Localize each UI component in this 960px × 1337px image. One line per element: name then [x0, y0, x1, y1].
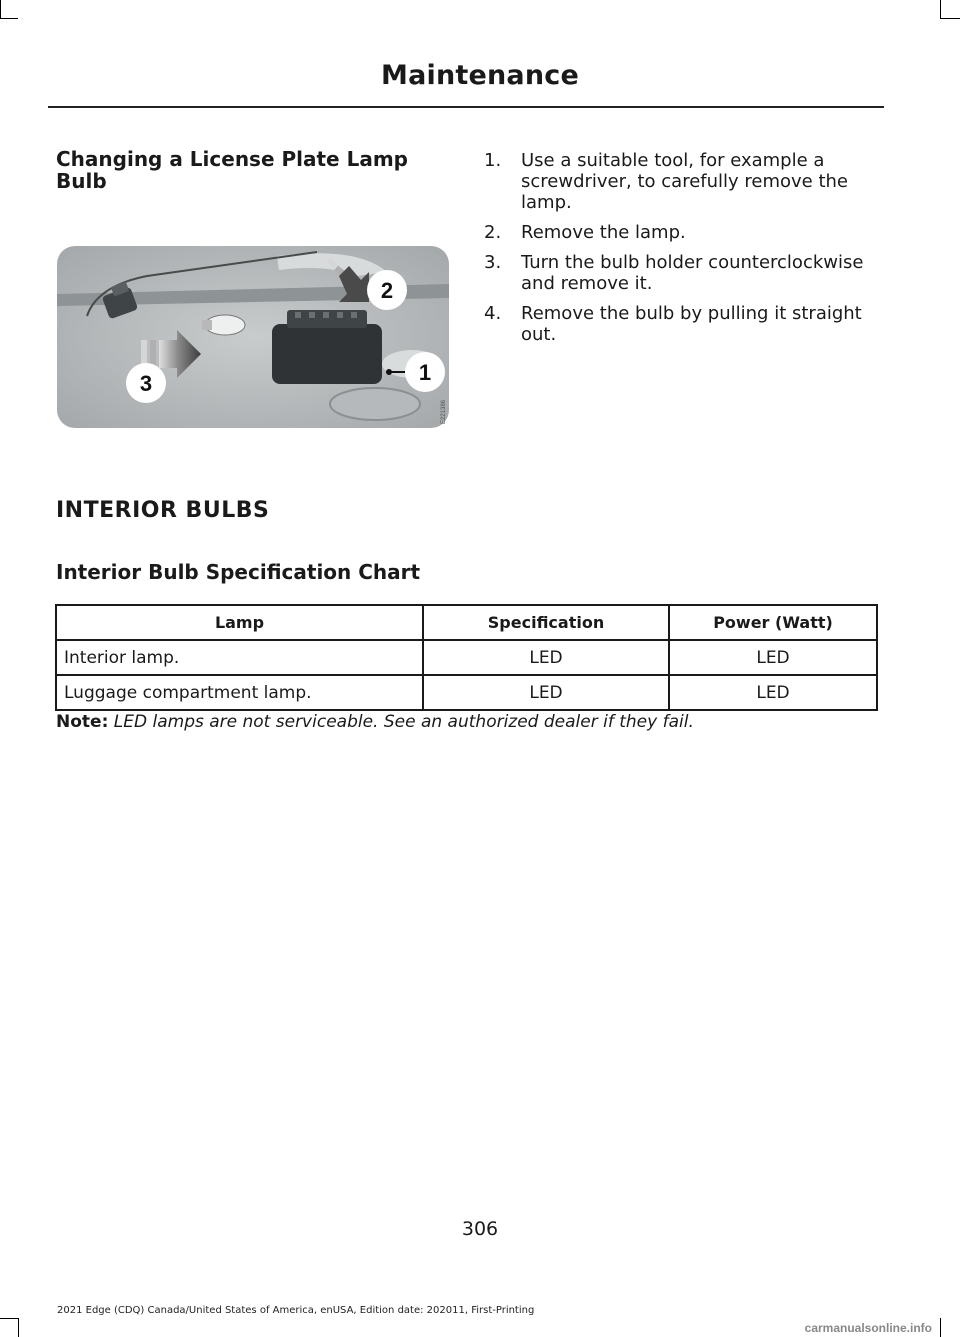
- crop-mark: [0, 18, 18, 19]
- column-header: Power (Watt): [669, 605, 877, 640]
- bulb-spec-table: [55, 604, 878, 711]
- callout-2: [367, 270, 407, 310]
- note-label: Note:: [56, 712, 109, 732]
- section-title: Changing a License Plate Lamp Bulb: [56, 147, 408, 193]
- crop-mark: [940, 18, 960, 19]
- crop-mark: [0, 1318, 18, 1319]
- note-text: LED lamps are not serviceable. See an authorized dealer if they fail.: [113, 712, 694, 732]
- page-title: Maintenance: [381, 60, 579, 91]
- table-cell: Luggage compartment lamp.: [56, 675, 423, 710]
- column-header: Lamp: [56, 605, 423, 640]
- figure-code: E221386: [441, 399, 447, 424]
- subsection-heading: Interior Bulb Specification Chart: [56, 560, 421, 584]
- page-number: 306: [461, 1218, 499, 1240]
- table-cell: Interior lamp.: [56, 640, 423, 675]
- steps-list: [484, 150, 884, 354]
- table-row: [56, 675, 877, 710]
- callout-1: [405, 352, 445, 392]
- section-heading: INTERIOR BULBS: [56, 498, 270, 523]
- svg-text:2: 2: [380, 278, 394, 303]
- header-divider: [48, 106, 884, 108]
- note: [56, 712, 694, 732]
- crop-mark: [940, 0, 941, 18]
- table-cell: LED: [669, 675, 877, 710]
- lamp-housing: [272, 310, 382, 384]
- table-row: [56, 640, 877, 675]
- svg-text:1: 1: [418, 360, 432, 385]
- table-header-row: [56, 605, 877, 640]
- watermark: carmanualsonline.info: [804, 1321, 932, 1335]
- list-item: 2. Remove the lamp.: [484, 222, 686, 243]
- svg-text:3: 3: [139, 371, 153, 396]
- list-item: 3. Turn the bulb holder counterclockwise and remove it.: [484, 252, 864, 294]
- crop-mark: [940, 1318, 941, 1337]
- list-item: 4. Remove the bulb by pulling it straight out.: [484, 303, 862, 345]
- table-cell: LED: [423, 675, 669, 710]
- table-cell: LED: [423, 640, 669, 675]
- callout-3: [126, 363, 166, 403]
- list-item: 1. Use a suitable tool, for example a screwdriver, to carefully remove the lamp.: [484, 150, 849, 213]
- license-plate-lamp-illustration: [57, 246, 449, 428]
- footer-text: 2021 Edge (CDQ) Canada/United States of America, enUSA, Edition date: 202011, First-Printing: [57, 1305, 535, 1316]
- crop-mark: [18, 1318, 19, 1337]
- column-header: Specification: [423, 605, 669, 640]
- crop-mark: [0, 0, 1, 18]
- table-cell: LED: [669, 640, 877, 675]
